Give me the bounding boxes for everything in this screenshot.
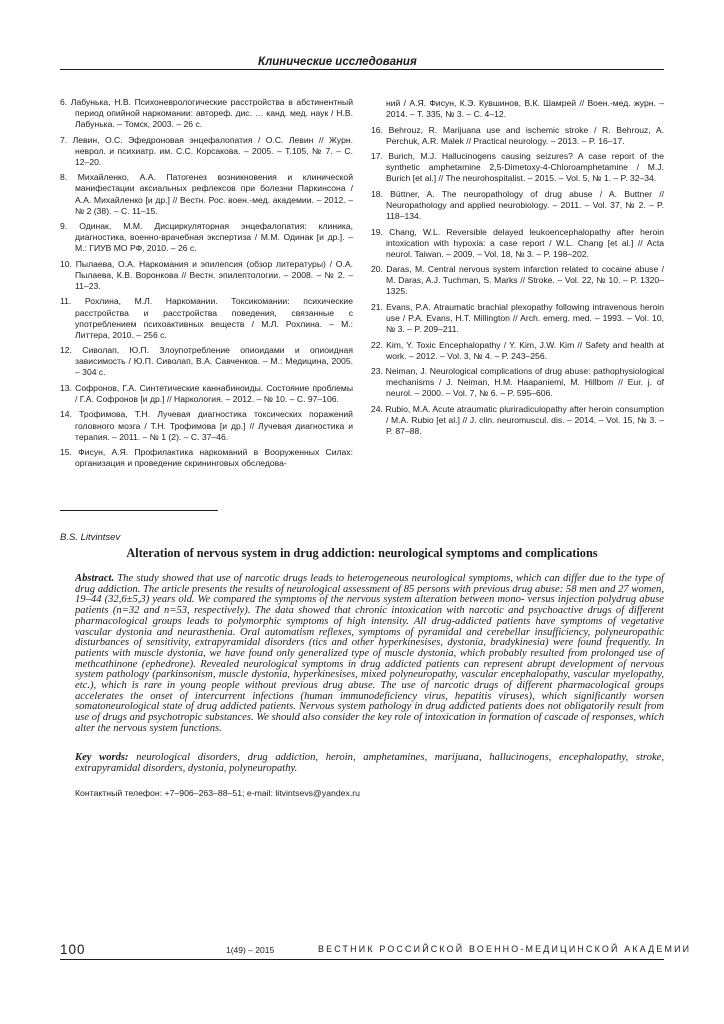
reference-continuation: ний / А.Я. Фисун, К.Э. Кувшинов, В.К. Шамрей // Воен.-мед. журн. – 2014. – Т. 335, № 3. – С. 4–12. [386, 98, 664, 120]
references-right-column [371, 98, 664, 441]
reference-item: 16. Behrouz, R. Marijuana use and ischemic stroke / R. Behrouz, A. Perchuk, A.R. Malek // Practical neurology. – 2013. – P. 16–17. [371, 124, 664, 146]
references-left-column [60, 97, 353, 474]
article-author: B.S. Litvintsev [60, 532, 121, 543]
article-title: Alteration of nervous system in drug addiction: neurological symptoms and complications [126, 546, 598, 560]
section-divider [60, 510, 218, 511]
keywords-label: Key words: [75, 752, 129, 763]
reference-item: 11. Рохлина, М.Л. Наркомании. Токсикомании: психические расстройства и расстройства поведения, связанные с употреблением психоактивных веществ / М.Л. Рохлина. – М.: Литтера, 2010. – 256 с. [60, 296, 353, 340]
section-header: Клинические исследования [258, 56, 417, 68]
keywords [75, 753, 664, 774]
reference-item: 21. Evans, P.A. Atraumatic brachial plexopathy following intravenous heroin use / P.A. Evans, H.T. Millington // Arch. emerg. med. – 1993. – Vol. 10, № 3. – P. 209–211. [371, 301, 664, 335]
page-number: 100 [60, 942, 86, 957]
reference-item: 20. Daras, M. Central nervous system infarction related to cocaine abuse / M. Daras, A.J. Tuchman, S. Marks // Stroke. – Vol. 22, № 10. – P. 1320–1325. [371, 264, 664, 297]
reference-item: 23. Neiman, J. Neurological complications of drug abuse: pathophysiological mechanisms / J. Neiman, H.M. Haapaniemi, M. Hillbom // Eur. j. of neurol. – 2000. – Vol. 7, № 6. – P. 595–606. [371, 366, 664, 399]
reference-item: 19. Chang, W.L. Reversible delayed leukoencephalopathy after heroin intoxication with hypoxia: a case report / W.L. Chang [et al.] // Acta neurol. Taiwan. – 2009. – Vol. 18, № 3. – P. 198–202. [371, 226, 664, 259]
reference-item: 8. Михайленко, А.А. Патогенез возникновения и клинической манифестации аксиальных рефлексов при болезни Паркинсона / А.А. Михайленко [и др.] // Вестн. Рос. воен.-мед. академии. – 2012. – № 2 (38). – С. 11–15. [60, 172, 353, 216]
reference-item: 12. Сиволап, Ю.П. Злоупотребление опиоидами и опиоидная зависимость / Ю.П. Сиволап, В.А. Савченков. – М.: Медицина, 2005. – 304 с. [60, 345, 353, 378]
reference-item: 22. Kim, Y. Toxic Encephalopathy / Y. Kim, J.W. Kim // Safety and health at work. – 2012. – Vol. 3, № 4. – P. 243–256. [371, 339, 664, 361]
contact-info: Контактный телефон: +7–906–263–88–51; e-mail: litvintsevs@yandex.ru [75, 788, 360, 798]
reference-item: 13. Софронов, Г.А. Синтетические каннабиноиды. Состояние проблемы / Г.А. Софронов [и др.] // Наркология. – 2012. – № 10. – С. 97–106. [60, 382, 353, 404]
issue-number: 1(49) – 2015 [226, 945, 275, 955]
reference-item: 18. Büttner, A. The neuropathology of drug abuse / A. Buttner // Neuropathology and applied neurobiology. – 2011. – Vol. 37, № 2. – P. 118–134. [371, 188, 664, 222]
footer-rule [60, 959, 664, 960]
abstract [75, 574, 664, 735]
keywords-text: neurological disorders, drug addiction, heroin, amphetamines, marijuana, hallucinogens, encephalopathy, stroke, extrapyramidal disorders, dystonia, polyneuropathy. [75, 752, 664, 774]
reference-item: 24. Rubio, M.A. Acute atraumatic pluriradiculopathy after heroin consumption / M.A. Rubio [et al.] // J. clin. neuromuscul. dis. – 2014. – Vol. 15, № 3. – P. 87–88. [371, 403, 664, 436]
abstract-label: Abstract. [75, 573, 115, 584]
reference-item: 10. Пылаева, О.А. Наркомания и эпилепсия (обзор литературы) / О.А. Пылаева, К.В. Воронкова // Вестн. эпилептологии. – 2008. – № 2. – 11–23. [60, 258, 353, 291]
reference-item: 15. Фисун, А.Я. Профилактика наркоманий в Вооруженных Силах: организация и проведение скрининговых обследова- [60, 447, 353, 469]
reference-item: 7. Левин, О.С. Эфедроновая энцефалопатия / О.С. Левин // Журн. неврол. и психиатр. им. С.С. Корсакова. – 2005. – Т.105, № 7. – С. 12–20. [60, 134, 353, 167]
reference-item: 14. Трофимова, Т.Н. Лучевая диагностика токсических поражений головного мозга / Т.Н. Трофимова [и др.] // Лучевая диагностика и терапия. – 2011. – № 1 (2). – С. 37–46. [60, 409, 353, 442]
reference-item: 9. Одинак, М.М. Дисциркуляторная энцефалопатия: клиника, диагностика, военно-врачебная экспертиза / М.М. Одинак [и др.]. – М.: ГИУВ МО РФ, 2010. – 26 с. [60, 221, 353, 254]
reference-item: 6. Лабунька, Н.В. Психоневрологические расстройства в абстинентный период опийной наркомании: автореф. дис. … канд. мед. наук / Н.В. Лабунька. – Томск, 2003. – 26 с. [60, 97, 353, 130]
abstract-text: The study showed that use of narcotic drugs leads to heterogeneous neurological symptoms, which can differ due to the type of drug addiction. The article presents the results of neurological assessment of 85 persons with previous drug abuse: 58 men and 27 women, 19–44 (32,6±5,3) years old. We compared the symptoms of the nervous system alteration between mono- versus injection polydrug abuse patients (n=32 and n=53, respectively). The data showed that chronic intoxication with narcotic and psychoactive drugs of different pharmacological groups leads to polymorphic symptoms of high intensity. All drug-addicted patients have symptoms of vegetative vascular dystonia and neurasthenia. Oral automatism reflexes, symptoms of pyramidal and cerebellar insufficiency, polyneuropathic disturbances of sensitivity, extrapyramidal disorders (tics and other hyperkinesises, dystonia, bradykinesia) were found frequently. In patients with muscle dystonia, we have found only generalized type of muscle dystonia, which probably resulted from prolonged use of methcathinone (ephedrone). Revealed neurological symptoms in drug addicted patients can represent abrupt development of nervous system pathology (parkinsonism, muscle dystonia, hyperkinesises, mixed polyneuropathy, vascular encephalopathy, vascular myelopathy, etc.), which is rare in young people without previous drug abuse. The use of narcotic drugs of different pharmacological groups accelerates the onset of intercurrent infections (human immunodeficiency virus, hepatitis viruses), which significantly worsen somatoneurological state of drug addicted patients. Nervous system pathology in drug addicted patients does not obligatorily result from use of drugs and psychotropic substances. We should also consider the key role of intoxication in formation of cascade of responses, which alter the nervous system functions. [75, 573, 664, 734]
header-rule [60, 69, 664, 70]
journal-name: ВЕСТНИК РОССИЙСКОЙ ВОЕННО-МЕДИЦИНСКОЙ АКАДЕМИИ [318, 944, 692, 954]
reference-item: 17. Burich, M.J. Hallucinogens causing seizures? A case report of the synthetic amphetamine 2,5-Dimetoxy-4-Chloroamphetamine / M.J. Burich [et al.] // The neurohospitalist. – 2015. – Vol. 5, № 1. – P. 32–34. [371, 151, 664, 184]
